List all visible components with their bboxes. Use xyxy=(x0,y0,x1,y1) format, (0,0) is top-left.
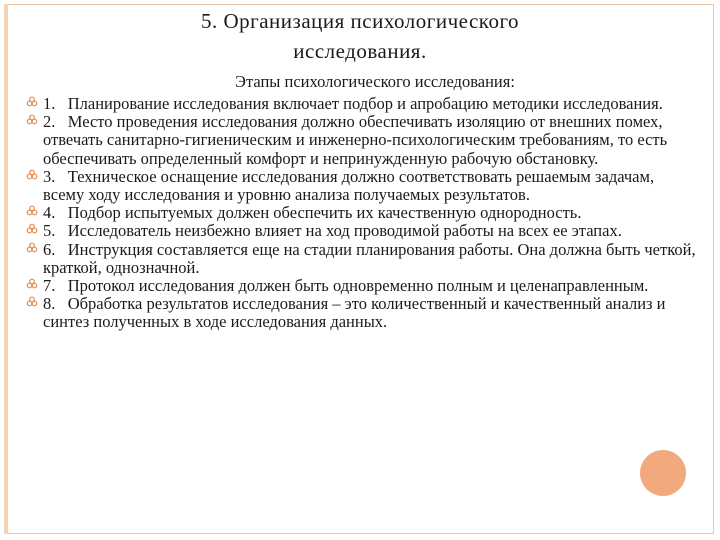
list-item-text: 6. Инструкция составляется еще на стадии планирования работы. Она должна быть четкой, краткой, однозначной. xyxy=(43,239,696,277)
list-item xyxy=(26,295,696,331)
list-item xyxy=(26,204,696,222)
list-item-text: 2. Место проведения исследования должно обеспечивать изоляцию от внешних помех, отвечать санитарно-гигиеническим и инженерно-психологическим требованиям, то есть обеспечивать определенный комфорт и непринужденную рабочую обстановку. xyxy=(43,112,668,168)
list-item-text: 1. Планирование исследования включает подбор и апробацию методики исследования. xyxy=(43,94,663,113)
flower-bullet-icon xyxy=(26,205,38,217)
list-item-text: 3. Техническое оснащение исследования должно соответствовать решаемым задачам, всему ходу исследования и уровню анализа получаемых результатов. xyxy=(43,166,655,205)
flower-bullet-icon xyxy=(26,242,38,254)
page-title: 5. Организация психологического исследования. xyxy=(200,9,520,63)
subtitle: Этапы психологического исследования: xyxy=(235,72,515,91)
flower-bullet-icon xyxy=(26,114,38,126)
decorative-circle-icon xyxy=(640,450,686,496)
slide-frame-left-bar xyxy=(4,4,8,534)
flower-bullet-icon xyxy=(26,278,38,290)
list-item-text: 7. Протокол исследования должен быть одновременно полным и целенаправленным. xyxy=(43,276,649,296)
flower-bullet-icon xyxy=(26,296,38,308)
list-item xyxy=(26,168,696,204)
list-item xyxy=(26,95,696,113)
flower-bullet-icon xyxy=(26,223,38,235)
list-item xyxy=(26,277,696,295)
list-item-text: 8. Обработка результатов исследования – это количественный и качественный анализ и синтез полученных в ходе исследования данных. xyxy=(43,294,666,332)
list-item-text: 4. Подбор испытуемых должен обеспечить их качественную однородность. xyxy=(43,203,582,223)
list-item xyxy=(26,241,696,277)
flower-bullet-icon xyxy=(26,96,38,108)
list-item-text: 5. Исследователь неизбежно влияет на ход проводимой работы на всех ее этапах. xyxy=(43,221,622,241)
list-item xyxy=(26,222,696,240)
flower-bullet-icon xyxy=(26,169,38,181)
steps-list xyxy=(26,95,696,332)
list-item xyxy=(26,113,696,168)
